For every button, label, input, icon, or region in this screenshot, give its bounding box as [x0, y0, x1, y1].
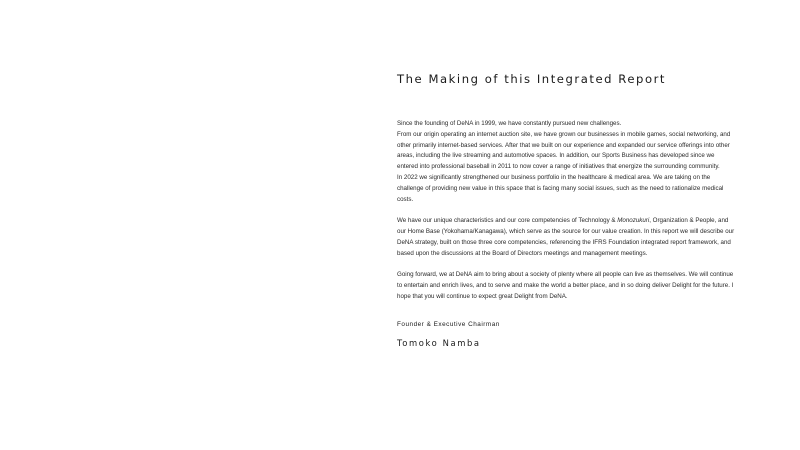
message-body — [397, 119, 737, 303]
monozukuri-term: Monozukuri — [617, 217, 650, 225]
signatory-name: Tomoko Namba — [397, 337, 481, 348]
signature-block — [397, 320, 737, 349]
paragraph-competencies-part2: , Organization & People, and our Home Base (Yokohama/Kanagawa), which serve as the source for our value creation. In this report we will describe our DeNA strategy, built on those three core competencies, referencing the IFRS Foundation integrated report framework, and based upon the discussions at the Board of Directors meetings and management meetings. — [397, 217, 735, 257]
message-column — [397, 70, 737, 349]
paragraph-competencies — [397, 216, 737, 259]
paragraph-future: Going forward, we at DeNA aim to bring about a society of plenty where all people can live as themselves. We will continue to entertain and enrich lives, and to serve and make the world a better place, and in so doing deliver Delight for the future. I hope that you will continue to expect great Delight from DeNA. — [397, 271, 734, 300]
signatory-role: Founder & Executive Chairman — [397, 320, 500, 328]
paragraph-history: Since the founding of DeNA in 1999, we have constantly pursued new challenges. From our origin operating an internet auction site, we have grown our businesses in mobile games, social networking, and other primarily internet-based services. After that we built on our experience and expanded our service offerings into other areas, including the live streaming and automotive spaces. In addition, our Sports Business has developed since we entered into professional baseball in 2011 to now cover a range of initiatives that energize the surrounding community. In 2022 we significantly strengthened our business portfolio in the healthcare & medical area. We are taking on the challenge of providing new value in this space that is facing many social issues, such as the need to rationalize medical costs. — [397, 120, 731, 203]
paragraph-competencies-part1: We have our unique characteristics and our core competencies of Technology & — [397, 217, 618, 225]
page-title: The Making of this Integrated Report — [397, 72, 667, 86]
